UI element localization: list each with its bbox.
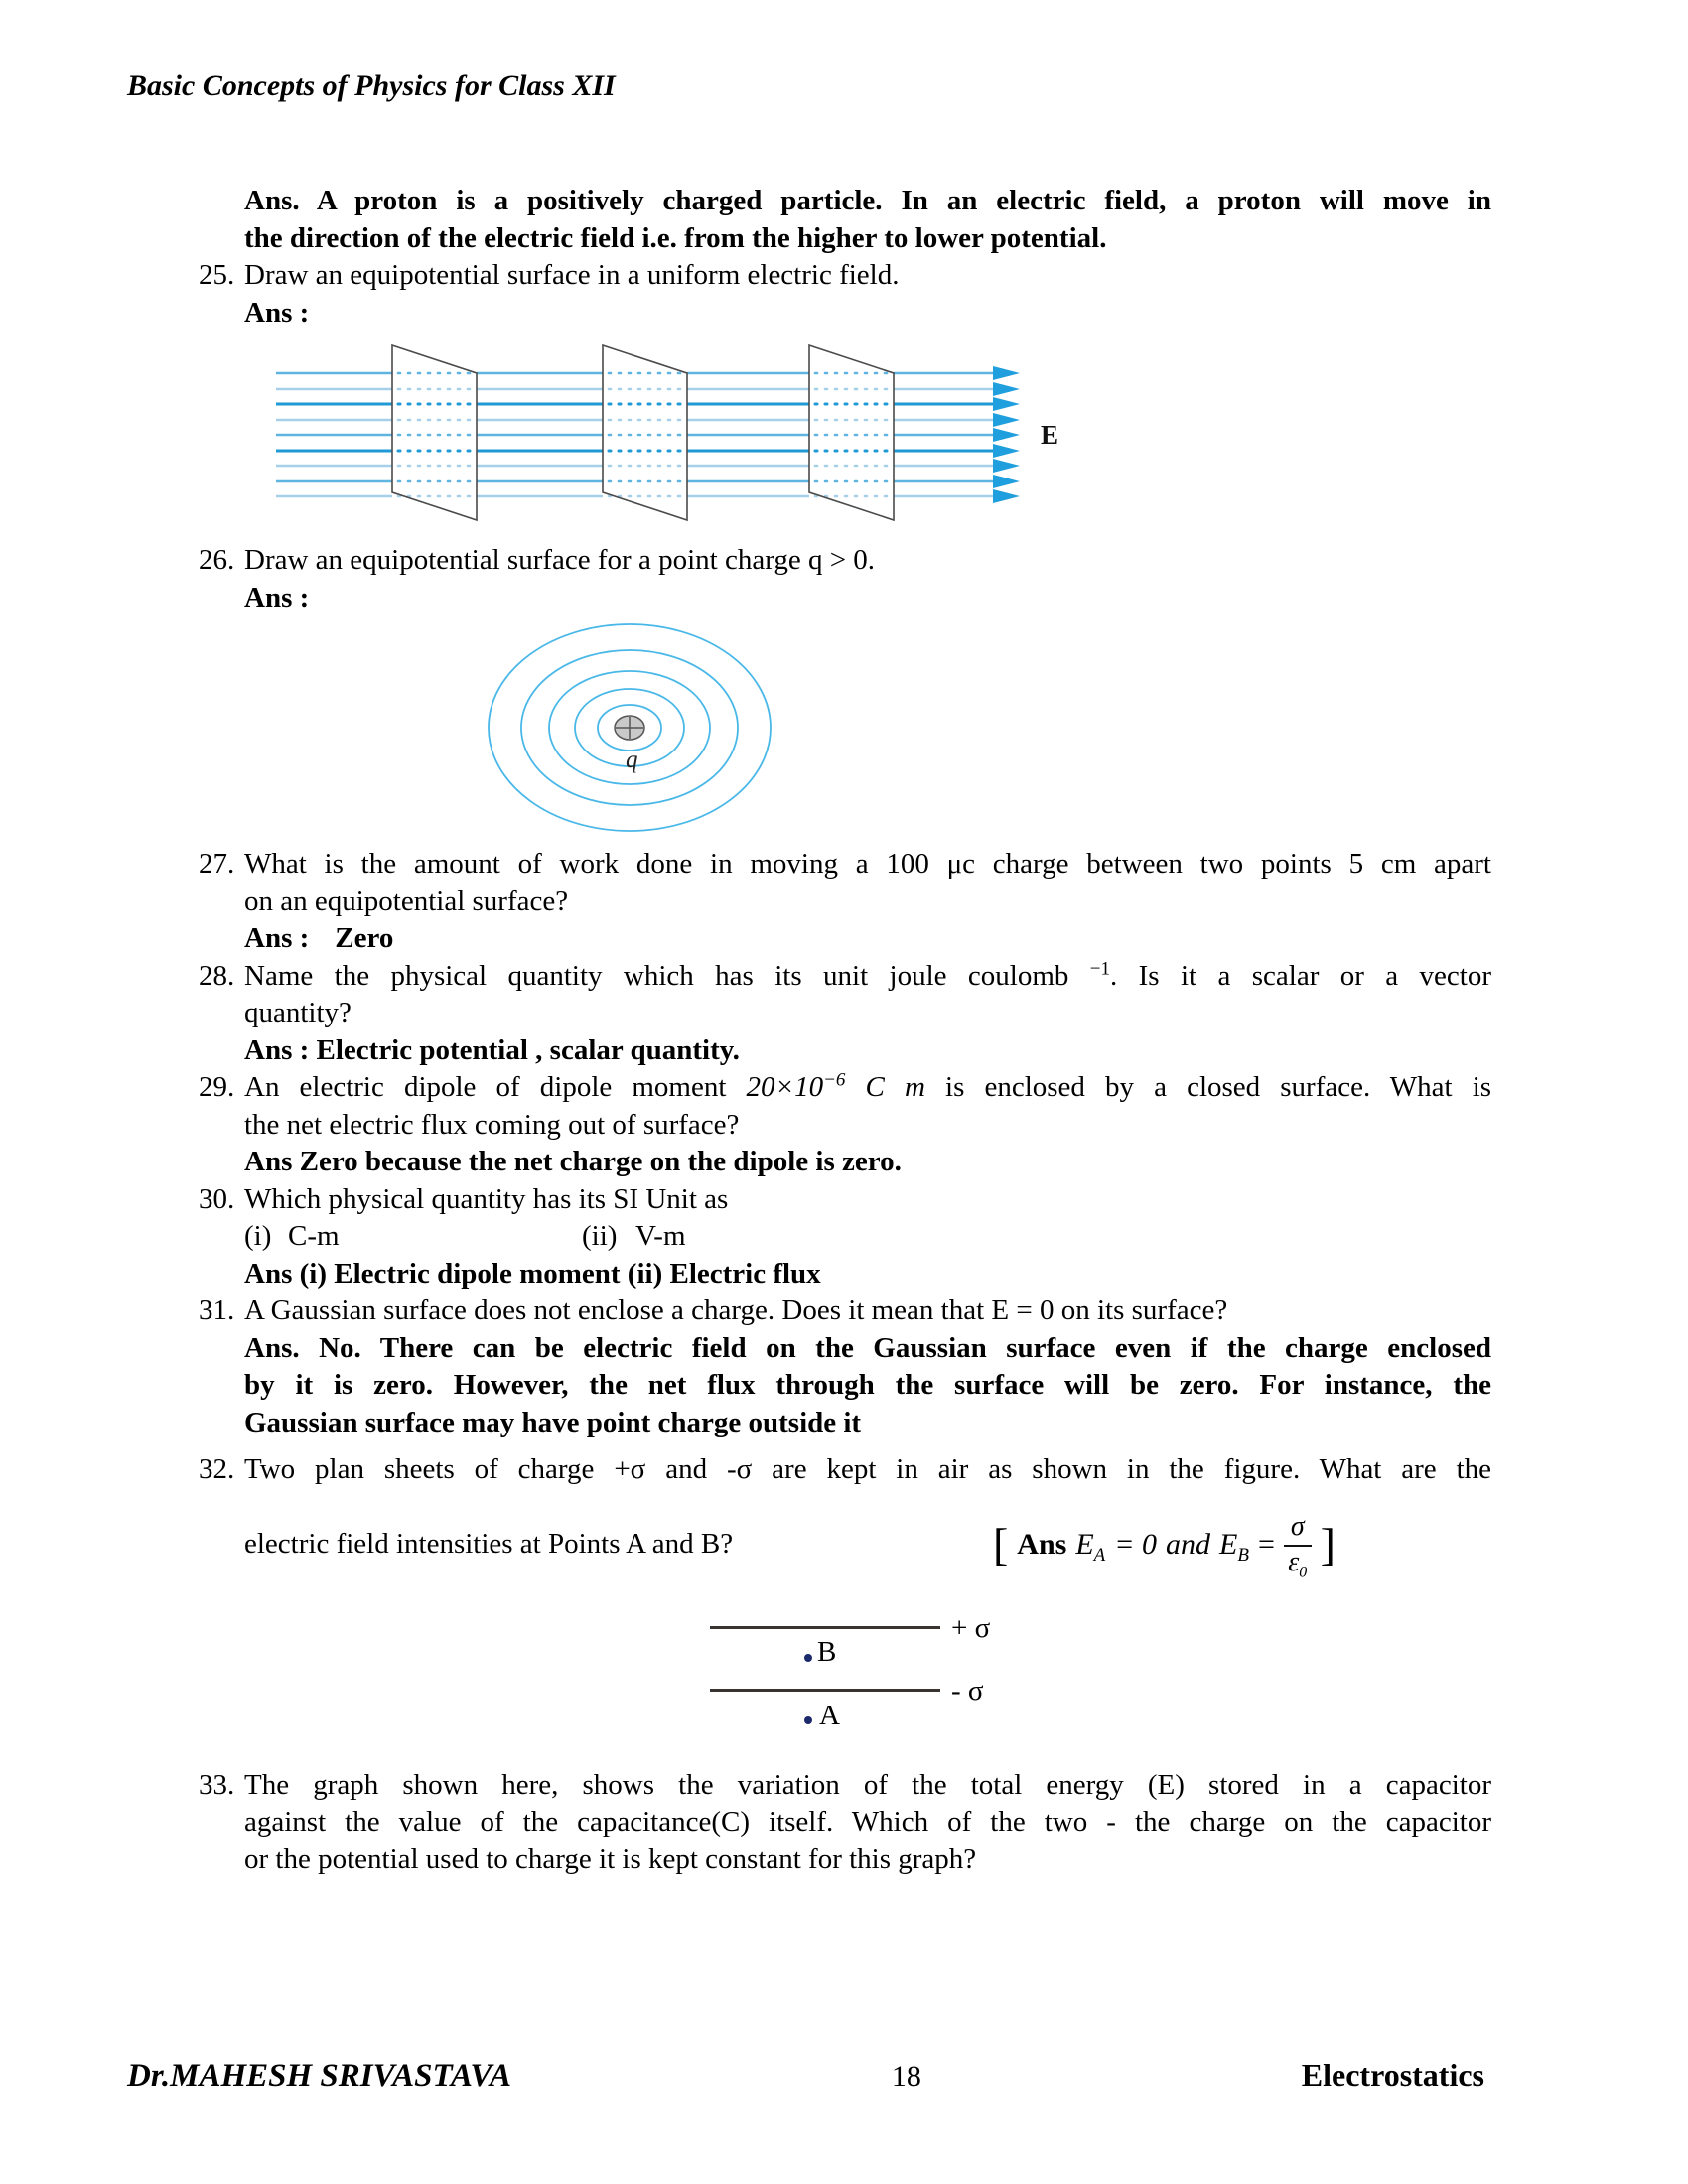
question-29-line-1-end: is enclosed by a closed surface. What is [945,1071,1492,1103]
question-28-line-1-end: . Is it a scalar or a vector [1110,959,1492,992]
question-32-line-2: electric field intensities at Points A and B? [244,1527,734,1560]
question-33 [199,1767,1491,1879]
point-a-label: A [819,1699,840,1731]
question-27-ans-label: Ans : [244,922,310,954]
question-27-text [244,846,1491,920]
equals-sign: = [1257,1527,1275,1561]
uniform-field-diagram [276,338,1090,536]
question-27-line-1: What is the amount of work done in moving a 100 μc charge between two points 5 cm apart [244,848,1491,880]
question-28-line-2: quantity? [244,997,352,1028]
question-28-number: 28. [199,959,235,992]
question-32 [199,1451,1491,1600]
positive-sheet-label: + σ [951,1611,991,1644]
field-eb: $E_B$ [1219,1527,1249,1566]
intro-answer-line-2: the direction of the electric field i.e. from the higher to lower potential. [244,221,1107,254]
question-33-number: 33. [199,1768,235,1801]
question-30-text: Which physical quantity has its SI Unit as [244,1182,729,1215]
footer-page-number: 18 [891,2060,921,2093]
question-29-line-1 [244,1069,1491,1107]
question-31-ans-line-2: by it is zero. However, the net flux through the surface will be zero. For instance, the [244,1369,1491,1401]
charge-label-q: q [626,747,638,773]
question-27-ans-value: Zero [335,922,394,954]
question-31 [199,1293,1491,1330]
question-27-number: 27. [199,848,235,880]
equipotential-plane-3 [809,345,894,520]
question-31-ans-line-3: Gaussian surface may have point charge outside it [244,1406,862,1438]
question-27 [199,846,1491,920]
question-30-answer: Ans (i) Electric dipole moment (ii) Electric flux [244,1257,821,1290]
positive-sheet-line [710,1626,940,1629]
intro-answer [244,183,1491,257]
question-33-line-2: against the value of the capacitance(C) itself. Which of the two - the charge on the capacitor [244,1806,1491,1838]
question-30-options [244,1218,1491,1256]
option-i-label: (i) [244,1220,272,1252]
question-33-line-1: The graph shown here, shows the variation of the total energy (E) stored in a capacitor [244,1768,1491,1801]
option-ii-label: (ii) [582,1220,618,1252]
question-32-row-2 [244,1489,1491,1600]
page-content [199,183,1491,1878]
question-32-answer-formula [992,1511,1336,1581]
question-31-number: 31. [199,1295,235,1326]
field-lines [276,366,1020,503]
question-25 [199,257,1491,295]
equipotential-plane-2 [603,345,687,520]
question-30 [199,1181,1491,1219]
point-charge-diagram [481,618,778,837]
point-a-dot [804,1716,812,1724]
question-28-text [244,958,1491,1032]
question-28-line-1 [244,958,1491,996]
dipole-moment-value: $20\times 10^{-6}$ C m [746,1069,925,1103]
question-29-text [244,1069,1491,1144]
option-i-value: C-m [288,1220,340,1252]
ans-label: Ans [1017,1527,1067,1561]
question-26-number: 26. [199,544,235,576]
page-footer [127,2057,1484,2095]
question-32-number: 32. [199,1453,235,1485]
equipotential-plane-1 [392,345,477,520]
question-28-line-1-start: Name the physical quantity which has its unit joule coulomb [244,959,1069,992]
question-29-line-2: the net electric flux coming out of surface? [244,1108,740,1141]
question-25-number: 25. [199,259,235,291]
and-word: and [1166,1527,1210,1561]
field-label-E: E [1041,420,1059,450]
option-ii-value: V-m [635,1220,686,1252]
question-27-answer [244,920,1491,958]
bracket-close: ] [1320,1518,1336,1570]
question-31-ans-line-1: Ans. No. There can be electric field on the Gaussian surface even if the charge enclosed [244,1331,1491,1364]
question-29-line-1-start: An electric dipole of dipole moment [244,1071,727,1103]
page-title: Basic Concepts of Physics for Class XII [127,69,616,102]
question-29-answer: Ans Zero because the net charge on the dipole is zero. [244,1146,902,1177]
unit-exponent: −1 [1089,957,1110,979]
intro-answer-line-1: Ans. A proton is a positively charged particle. In an electric field, a proton will move in [244,185,1491,216]
question-31-text: A Gaussian surface does not enclose a charge. Does it mean that E = 0 on its surface? [244,1295,1228,1326]
footer-author: Dr.MAHESH SRIVASTAVA [127,2058,512,2094]
question-32-line-1: Two plan sheets of charge +σ and -σ are kept in air as shown in the figure. What are the [244,1453,1491,1485]
negative-sheet-label: - σ [951,1674,984,1706]
question-29 [199,1069,1491,1144]
question-32-text [244,1451,1491,1600]
footer-chapter: Electrostatics [1301,2057,1484,2093]
negative-sheet-line [710,1689,940,1692]
field-ea: $E_A$ [1075,1527,1106,1566]
equals-zero: = 0 [1114,1527,1157,1561]
bracket-open: [ [992,1518,1009,1570]
question-31-answer [244,1330,1491,1442]
question-27-line-2: on an equipotential surface? [244,885,569,917]
question-30-number: 30. [199,1182,235,1215]
question-28 [199,958,1491,1032]
question-25-text: Draw an equipotential surface in a uniform electric field. [244,259,900,291]
question-33-text [244,1767,1491,1879]
question-26-text: Draw an equipotential surface for a point charge q > 0. [244,544,876,576]
question-26-ans-label: Ans : [244,581,310,614]
charged-sheets-diagram [710,1611,1266,1755]
point-b-dot [804,1654,812,1662]
question-26 [199,542,1491,580]
question-33-line-3: or the potential used to charge it is kept constant for this graph? [244,1843,977,1875]
question-25-ans-label: Ans : [244,296,310,329]
question-29-number: 29. [199,1071,235,1103]
question-28-answer: Ans : Electric potential , scalar quantity. [244,1033,740,1066]
point-b-label: B [817,1635,837,1668]
sigma-over-epsilon0-fraction: $\frac{\sigma}{\varepsilon_0}$ [1284,1512,1312,1576]
